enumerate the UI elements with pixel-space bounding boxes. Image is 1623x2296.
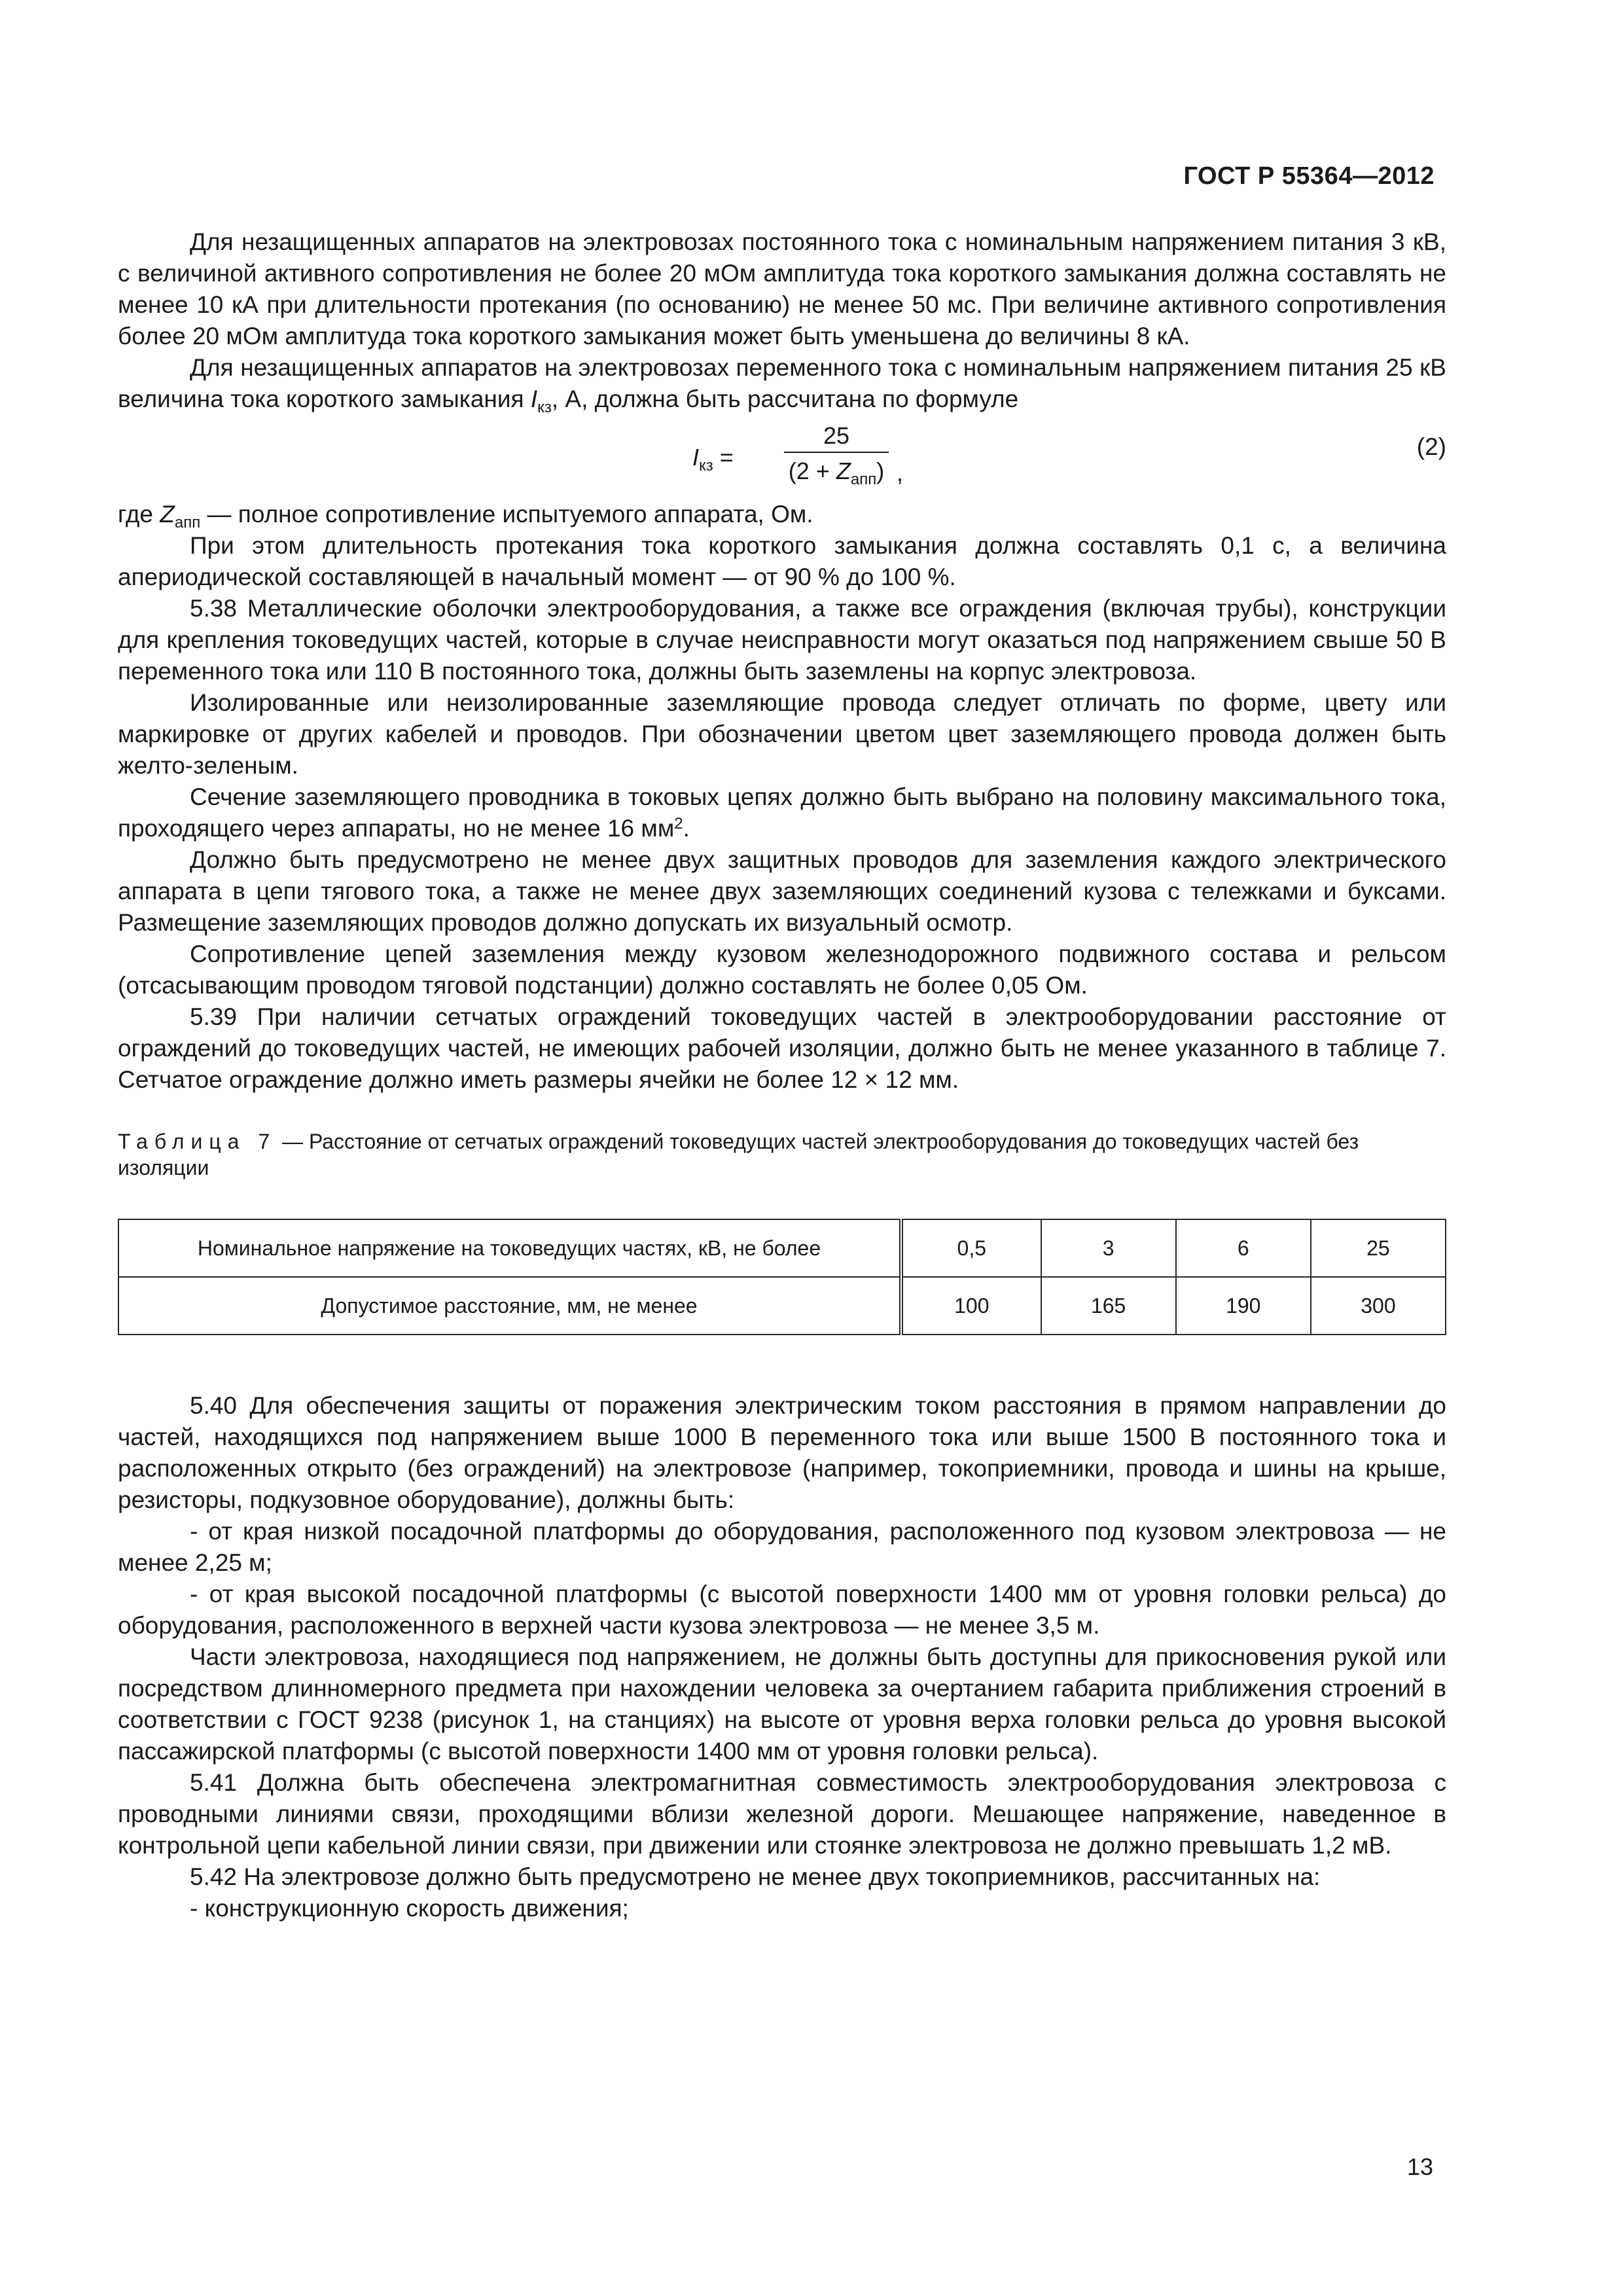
row-header-distance: Допустимое расстояние, мм, не менее (118, 1277, 901, 1335)
table-caption: Таблица 7 — Расстояние от сетчатых ограждений токоведущих частей электрооборудования до токоведущих частей без изоляции (118, 1130, 1359, 1179)
table-cell: 6 (1176, 1219, 1311, 1277)
list-item-design-speed: - конструкционную скорость движения; (190, 1895, 629, 1922)
clause-5-39: 5.39 При наличии сетчатых ограждений токоведущих частей в электрооборудовании расстояние от ограждений до токоведущих частей, не имеющих рабочей изоляции, должно быть не менее указанного в таблице 7. Сетчатое ограждение должно иметь размеры ячейки не более 12 × 12 мм. (118, 1003, 1446, 1093)
formula-lhs: $I_{кз}$ = (692, 444, 734, 475)
clause-5-40: 5.40 Для обеспечения защиты от поражения электрическим током расстояния в прямом направлении до частей, находящихся под напряжением выше 1000 В переменного тока или выше 1500 В постоянного тока и расположенных открыто (без ограждений) на электровозе (например, токоприемники, провода и шины на крыше, резисторы, подкузовное оборудование), должны быть: (118, 1392, 1446, 1513)
formula-legend: где $Z_{апп}$ — полное сопротивление испытуемого аппарата, Ом. (118, 501, 813, 531)
row-header-voltage: Номинальное напряжение на токоведущих частях, кВ, не более (118, 1219, 901, 1277)
table-cell: 300 (1311, 1277, 1446, 1335)
table-row (118, 1277, 1446, 1335)
clause-5-38: 5.38 Металлические оболочки электрооборудования, а также все ограждения (включая трубы), конструкции для крепления токоведущих частей, которые в случае неисправности могут оказаться под напряжением свыше 50 В переменного тока или 110 В постоянного тока, должны быть заземлены на корпус электровоза. (118, 595, 1446, 685)
formula-denominator: $(2 + Z_{апп})$ (788, 457, 885, 488)
document-body (118, 226, 1446, 1924)
paragraph-duration: При этом длительность протекания тока короткого замыкания должна составлять 0,1 с, а величина апериодической составляющей в начальный момент — от 90 % до 100 %. (118, 532, 1446, 590)
table-cell: 0,5 (901, 1219, 1041, 1277)
list-item-high-platform: - от края высокой посадочной платформы (с высотой поверхности 1400 мм от уровня головки рельса) до оборудования, расположенного в верхней части кузова электровоза — не менее 3,5 м. (118, 1581, 1446, 1639)
formula-2 (118, 415, 1446, 499)
table-row (118, 1219, 1446, 1277)
table-cell: 100 (901, 1277, 1041, 1335)
page-number: 13 (1406, 2153, 1433, 2180)
formula-numerator: 25 (823, 422, 850, 449)
table-cell: 3 (1041, 1219, 1176, 1277)
formula-comma: , (897, 459, 904, 486)
paragraph-ground-resistance: Сопротивление цепей заземления между кузовом железнодорожного подвижного состава и рельсом (отсасывающим проводом тяговой подстанции) должно составлять не более 0,05 Ом. (118, 941, 1446, 999)
clause-5-41: 5.41 Должна быть обеспечена электромагнитная совместимость электрооборудования электровоза с проводными линиями связи, проходящими вблизи железной дороги. Мешающее напряжение, наведенное в контрольной цепи кабельной линии связи, при движении или стоянке электровоза не должно превышать 1,2 мВ. (118, 1769, 1446, 1859)
paragraph-dc-short-circuit: Для незащищенных аппаратов на электровозах постоянного тока с номинальным напряжением питания 3 кВ, с величиной активного сопротивления не более 20 мОм амплитуда тока короткого замыкания должна составлять не менее 10 кА при длительности протекания (по основанию) не менее 50 мс. При величине активного сопротивления более 20 мОм амплитуда тока короткого замыкания может быть уменьшена до величины 8 кА. (118, 228, 1446, 350)
clause-5-42: 5.42 На электровозе должно быть предусмотрено не менее двух токоприемников, рассчитанных на: (190, 1863, 1321, 1890)
paragraph-ground-conductor-section: Сечение заземляющего проводника в токовых цепях должно быть выбрано на половину максимального тока, проходящего через аппараты, но не менее 16 $мм^2$. (118, 783, 1446, 842)
paragraph-protective-wires: Должно быть предусмотрено не менее двух защитных проводов для заземления каждого электрического аппарата в цепи тягового тока, а также не менее двух заземляющих соединений кузова с тележками и буксами. Размещение заземляющих проводов должно допускать их визуальный осмотр. (118, 846, 1446, 936)
paragraph-ac-short-circuit: Для незащищенных аппаратов на электровозах переменного тока с номинальным напряжением питания 25 кВ величина тока короткого замыкания $I_{кз}$, А, должна быть рассчитана по формуле (118, 354, 1446, 416)
paragraph-live-parts-access: Части электровоза, находящиеся под напряжением, не должны быть доступны для прикосновения рукой или посредством длинномерного предмета при нахождении человека за очертанием габарита приближения строений в соответствии с ГОСТ 9238 (рисунок 1, на станциях) на высоте от уровня верха головки рельса до уровня высокой пассажирской платформы (с высотой поверхности 1400 мм от уровня головки рельса). (118, 1643, 1446, 1765)
table-cell: 165 (1041, 1277, 1176, 1335)
equation-number: (2) (1416, 433, 1446, 460)
table-cell: 25 (1311, 1219, 1446, 1277)
table-7 (118, 1219, 1446, 1335)
paragraph-ground-wire-marking: Изолированные или неизолированные заземляющие провода следует отличать по форме, цвету или маркировке от других кабелей и проводов. При обозначении цветом цвет заземляющего провода должен быть желто-зеленым. (118, 689, 1446, 779)
table-cell: 190 (1176, 1277, 1311, 1335)
standard-designation: ГОСТ Р 55364—2012 (1183, 162, 1435, 190)
formula-fraction (779, 420, 894, 490)
list-item-low-platform: - от края низкой посадочной платформы до оборудования, расположенного под кузовом электровоза — не менее 2,25 м; (118, 1518, 1446, 1576)
